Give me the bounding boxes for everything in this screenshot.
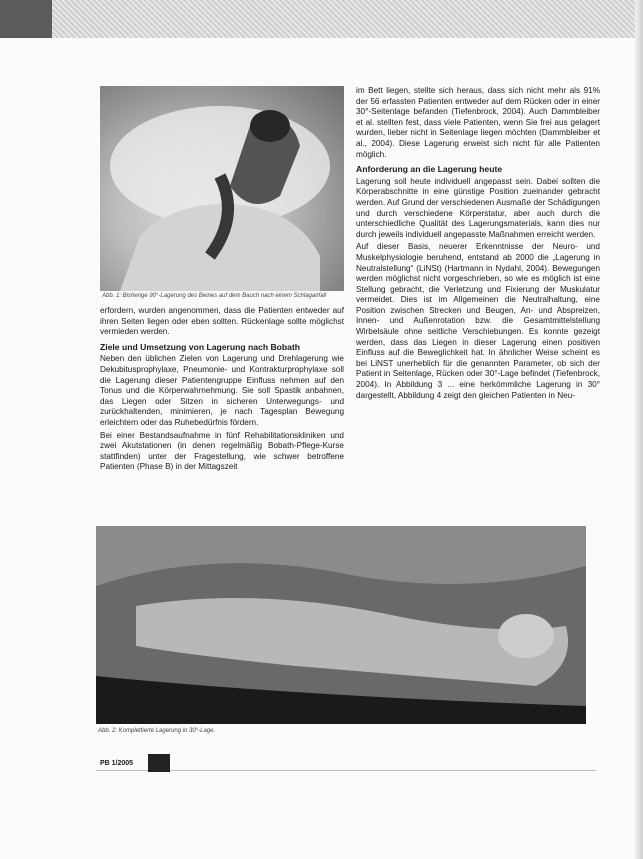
left-heading: Ziele und Umsetzung von Lagerung nach Bobath [100, 341, 301, 352]
scan-edge [0, 0, 643, 38]
right-column [356, 86, 600, 403]
right-heading: Anforderung an die Lagerung heute [356, 164, 503, 175]
photo1-caption: Abb. 1: Bisherige 90°-Lagerung des Beines auf dem Bauch nach einem Schlaganfall [102, 293, 327, 299]
right-paragraph-3: Auf dieser Basis, neuerer Erkenntnisse der Neuro- und Muskelphysiologie beruhend, entstand ab 2000 die „Lagerung in Neutralstellung“ (LiNSt) (Hartmann in Nydahl, 2004). Bewegungen werden möglichst nicht vorgeschrieben, so wie es möglich ist eine Stellung gebracht, die Verletzung und Fixierung der Muskulatur vermeidet. Dies ist im Allgemeinen die Neutralhaltung, eine Position zwischen Strecken und Beugen, An- und Abspreizen, Innen- und Außenrotation bzw. die Gesamtmittelstellung Wirbelsäule ohne seitliche Verschiebungen. Es konnte gezeigt werden, dass das Liegen in dieser Lagerung einen positiven Einfluss auf die Beweglichkeit hat. In ähnlicher Weise scheint es bei LiNST unerheblich für die genannten Parameter, ob sich der Patient in Seitenlage, Rücken oder 30°-Lage befindet (Tiefenbrock, 2004). In Abbildung 3 ... eine herkömmliche Lagerung in 30° dargestellt, Abbildung 4 zeigt den gleichen Patienten in Neu- [356, 242, 600, 400]
left-paragraph-2: Neben den üblichen Zielen von Lagerung und Drehlagerung wie Dekubitusprophylaxe, Pneumonie- und Kontrakturprophylaxe soll die Lagerung dieser Patientengruppe Einfluss nehmen auf den Tonus und die Körperwahrnehmung. Sie soll Spastik anbahnen, das Liegen oder Sitzen in sicheren Unterwegungs- und zurückhaltenden, minimieren, je nach Tagesplan Bewegung erleichtern oder das Ruhebedürfnis fördern. [100, 354, 344, 427]
footer-issue: PB 1/2005 [100, 760, 134, 767]
left-column [100, 306, 344, 475]
photo-patient-lagerung [100, 86, 344, 291]
scan-dark-corner [0, 0, 52, 38]
page-number-box [148, 754, 170, 772]
footer-rule [96, 770, 596, 771]
right-paragraph-2: Lagerung soll heute individuell angepasst sein. Dabei sollten die Körperabschnitte in eine günstige Position zueinander gebracht werden. Auf Grund der verschiedenen Ausmaße der Schädigungen und durch verschiedene Körperstatur, aber auch durch die unterschiedliche Qualität des Lagerungsmaterials, kann dies nur durch jeweils individuell angepasste Maßnahmen erreicht werden. [356, 176, 600, 239]
left-paragraph-3: Bei einer Bestandsaufnahme in fünf Rehabilitationskliniken und zwei Akutstationen (in denen regelmäßig Bobath-Pflege-Kurse stattfinden) unter der Fragestellung, wie schwer betroffene Patienten (Phase B) in der Mittagszeit [100, 430, 344, 472]
right-paragraph-1: im Bett liegen, stellte sich heraus, dass sich nicht mehr als 91% der 56 erfassten Patienten entweder auf dem Rücken oder in einer 30°-Seitenlage befanden (Tiefenbrock, 2004). Auch Dammbleiber et al. stellten fest, dass viele Patienten, wenn Sie frei aus gelagert wurden, lieber nicht in Seitenlage liegen möchten (Dammbleiber et al., 2004). Diese Lagerung erweist sich nicht für alle Patienten möglich. [356, 86, 600, 159]
photo2-caption: Abb. 2: Komplettierte Lagerung in 30°-Lage. [98, 728, 216, 734]
photo-lagerung-30-grad [96, 526, 586, 724]
page-edge-shadow [635, 0, 643, 859]
left-paragraph-1: erfordern, wurden angenommen, dass die Patienten entweder auf ihren Seiten liegen oder eben sollten. Rückenlage sollte möglichst vermieden werden. [100, 306, 344, 337]
photo2-illustration [96, 526, 586, 724]
photo1-illustration [100, 86, 344, 291]
